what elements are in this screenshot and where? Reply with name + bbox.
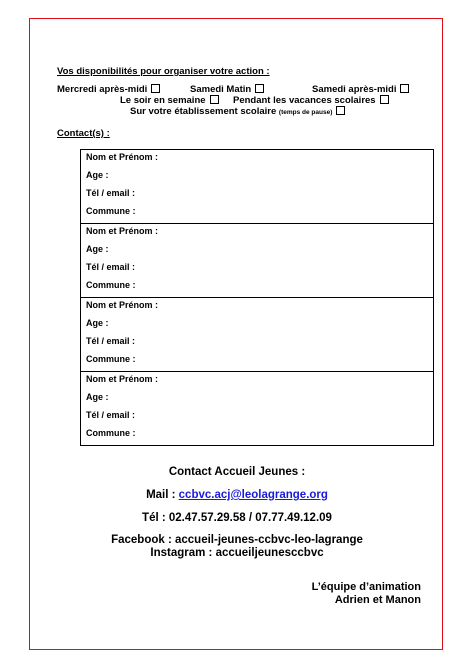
option-etablissement-checkbox[interactable]	[336, 106, 345, 115]
availability-row-2	[120, 95, 219, 106]
availability-row-3	[130, 106, 345, 117]
contact-block	[81, 224, 433, 298]
option-soir-label: Le soir en semaine	[120, 95, 206, 106]
contact-tel-label: Tél / email :	[86, 336, 136, 346]
contact-commune-label: Commune :	[86, 354, 136, 364]
contact-age-label: Age :	[86, 318, 109, 328]
availability-row-1	[57, 84, 160, 95]
footer-facebook: Facebook : accueil-jeunes-ccbvc-leo-lagrange	[111, 534, 363, 546]
footer-heading: Contact Accueil Jeunes :	[168, 466, 306, 478]
availability-row-2b	[233, 95, 389, 106]
contact-tel-label: Tél / email :	[86, 262, 136, 272]
option-samedi-matin-label: Samedi Matin	[190, 84, 252, 95]
option-vacances-checkbox[interactable]	[380, 95, 389, 104]
contact-block	[81, 298, 433, 372]
option-samedi-matin-checkbox[interactable]	[255, 84, 264, 93]
option-samedi-aprem-label: Samedi après-midi	[312, 84, 397, 95]
contact-block	[81, 150, 433, 224]
availability-row-1c	[312, 84, 409, 95]
contact-block	[81, 372, 433, 446]
footer-instagram: Instagram : accueiljeunesccbvc	[150, 547, 324, 559]
availability-row-1b	[190, 84, 264, 95]
option-etablissement-label: Sur votre établissement scolaire	[130, 106, 277, 117]
contact-name-label: Nom et Prénom :	[86, 300, 159, 310]
contact-commune-label: Commune :	[86, 280, 136, 290]
option-vacances-label: Pendant les vacances scolaires	[233, 95, 376, 106]
option-mercredi-label: Mercredi après-midi	[57, 84, 148, 95]
footer-tel: Tél : 02.47.57.29.58 / 07.77.49.12.09	[142, 512, 332, 524]
mail-label: Mail :	[146, 489, 179, 501]
contact-name-label: Nom et Prénom :	[86, 152, 159, 162]
contact-tel-label: Tél / email :	[86, 188, 136, 198]
contacts-title: Contact(s) :	[57, 128, 110, 139]
option-mercredi-checkbox[interactable]	[151, 84, 160, 93]
contact-name-label: Nom et Prénom :	[86, 226, 159, 236]
availability-title: Vos disponibilités pour organiser votre action :	[57, 66, 270, 77]
footer-mail	[0, 489, 474, 501]
contacts-table	[80, 149, 434, 446]
option-samedi-aprem-checkbox[interactable]	[400, 84, 409, 93]
signature-line-2: Adrien et Manon	[334, 594, 421, 606]
option-soir-checkbox[interactable]	[210, 95, 219, 104]
mail-link[interactable]: ccbvc.acj@leolagrange.org	[178, 489, 328, 501]
contact-age-label: Age :	[86, 392, 109, 402]
contact-age-label: Age :	[86, 244, 109, 254]
contact-tel-label: Tél / email :	[86, 410, 136, 420]
signature-line-1: L’équipe d’animation	[311, 581, 421, 593]
contact-commune-label: Commune :	[86, 206, 136, 216]
contact-age-label: Age :	[86, 170, 109, 180]
pause-note: (temps de pause)	[278, 109, 333, 116]
contact-commune-label: Commune :	[86, 428, 136, 438]
contact-name-label: Nom et Prénom :	[86, 374, 159, 384]
